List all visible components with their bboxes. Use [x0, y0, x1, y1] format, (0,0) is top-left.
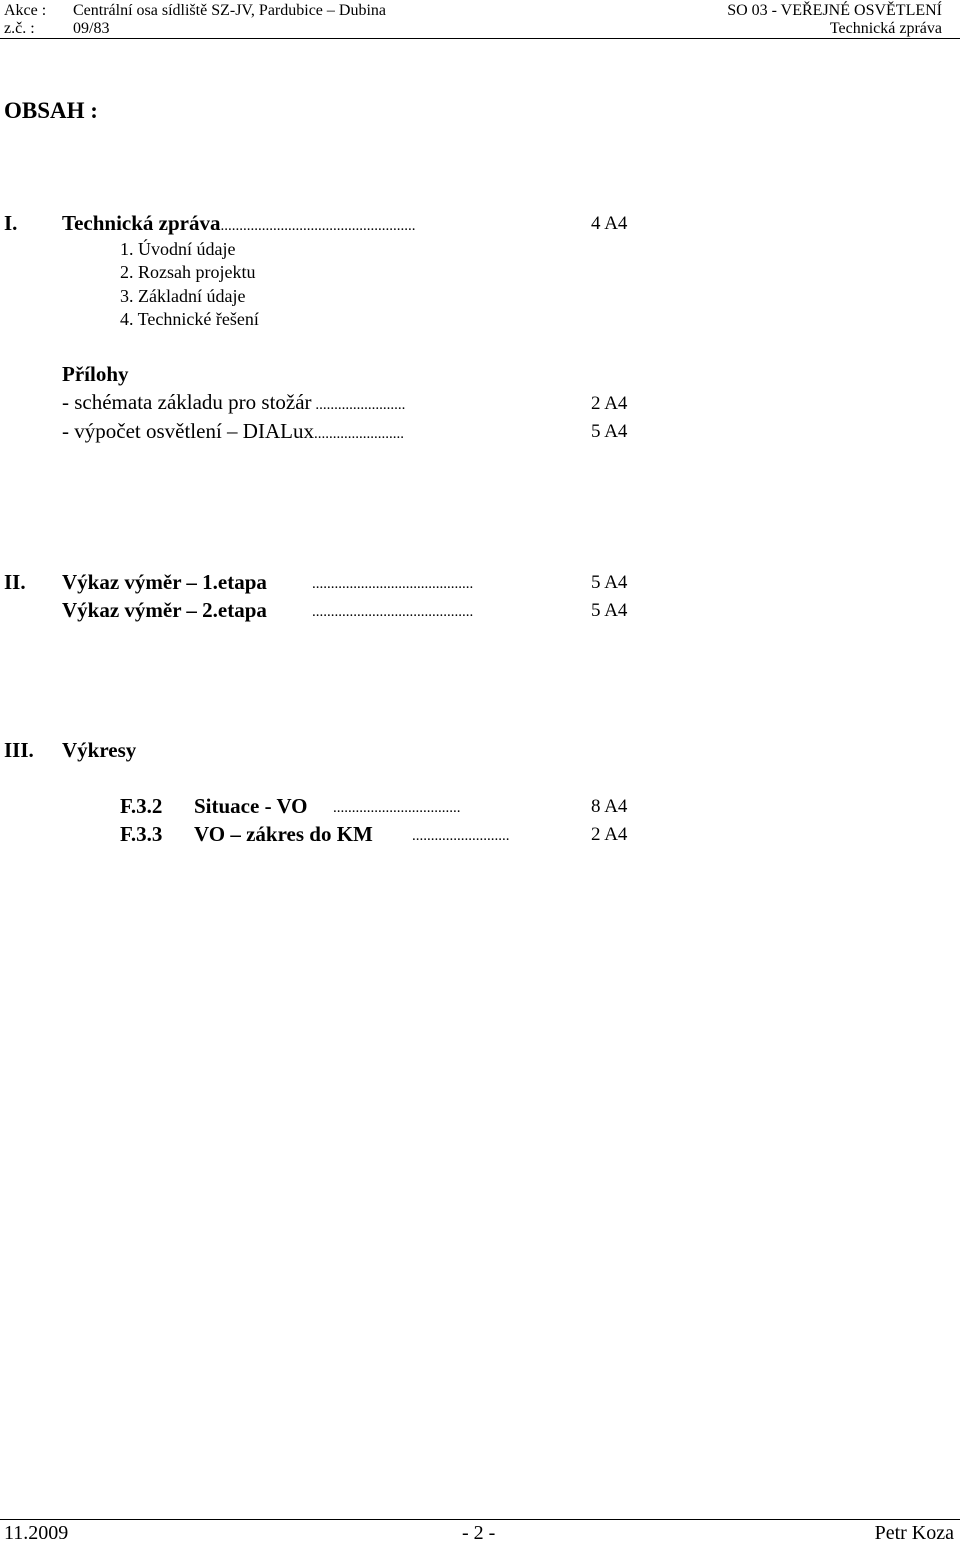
attachment-row	[62, 390, 405, 415]
attachment-dots: ........................	[313, 426, 404, 442]
drawing-dots: ..................................	[333, 800, 461, 816]
header-doc-type: Technická zpráva	[829, 20, 942, 37]
header-zc-label: z.č. :	[4, 20, 35, 37]
section1-item: 4. Technické řešení	[120, 309, 259, 329]
header-akce-label: Akce :	[4, 2, 47, 19]
section2-text: Výkaz výměr – 2.etapa	[62, 598, 267, 622]
section1-item: 2. Rozsah projektu	[120, 262, 256, 282]
attachment-text: - schémata základu pro stožár	[62, 390, 312, 414]
drawing-code: F.3.2	[120, 794, 163, 818]
section2-dots: ...........................................	[312, 604, 474, 620]
section2-dots: ...........................................	[312, 576, 474, 592]
section2-pages: 5 A4	[591, 572, 628, 593]
drawing-code: F.3.3	[120, 822, 163, 846]
section1-item: 3. Základní údaje	[120, 286, 246, 306]
attachments-title: Přílohy	[62, 362, 129, 386]
footer-divider	[0, 1519, 960, 1520]
section2-row	[62, 570, 267, 595]
section1-row	[62, 211, 415, 236]
drawing-pages: 2 A4	[591, 824, 628, 845]
page-title: OBSAH :	[4, 98, 98, 123]
drawing-pages: 8 A4	[591, 796, 628, 817]
attachment-text: - výpočet osvětlení – DIALux	[62, 419, 314, 443]
footer-page-number: - 2 -	[462, 1522, 496, 1544]
drawing-title: Situace - VO	[194, 794, 308, 818]
attachment-dots: ........................	[311, 397, 406, 413]
section2-num: II.	[4, 570, 26, 594]
attachment-row	[62, 419, 404, 444]
section3-title: Výkresy	[62, 738, 137, 762]
section1-item: 1. Úvodní údaje	[120, 239, 236, 259]
section3-num: III.	[4, 738, 34, 762]
section1-pages: 4 A4	[591, 213, 628, 234]
attachment-pages: 5 A4	[591, 421, 628, 442]
section2-pages: 5 A4	[591, 600, 628, 621]
header-so: SO 03 - VEŘEJNÉ OSVĚTLENÍ	[727, 2, 942, 19]
attachment-pages: 2 A4	[591, 393, 628, 414]
section2-row	[62, 598, 267, 623]
header-divider	[0, 38, 960, 39]
section1-dots: ....................................................	[220, 218, 416, 234]
drawing-dots: ..........................	[412, 828, 510, 844]
header-akce-value: Centrální osa sídliště SZ-JV, Pardubice – Dubina	[73, 2, 386, 19]
section1-title: Technická zpráva	[62, 211, 221, 235]
drawing-title: VO – zákres do KM	[194, 822, 373, 846]
footer-author: Petr Koza	[874, 1522, 954, 1544]
section2-text: Výkaz výměr – 1.etapa	[62, 570, 267, 594]
section1-num: I.	[4, 211, 18, 235]
header-zc-value: 09/83	[73, 20, 110, 37]
footer-date: 11.2009	[4, 1522, 69, 1544]
